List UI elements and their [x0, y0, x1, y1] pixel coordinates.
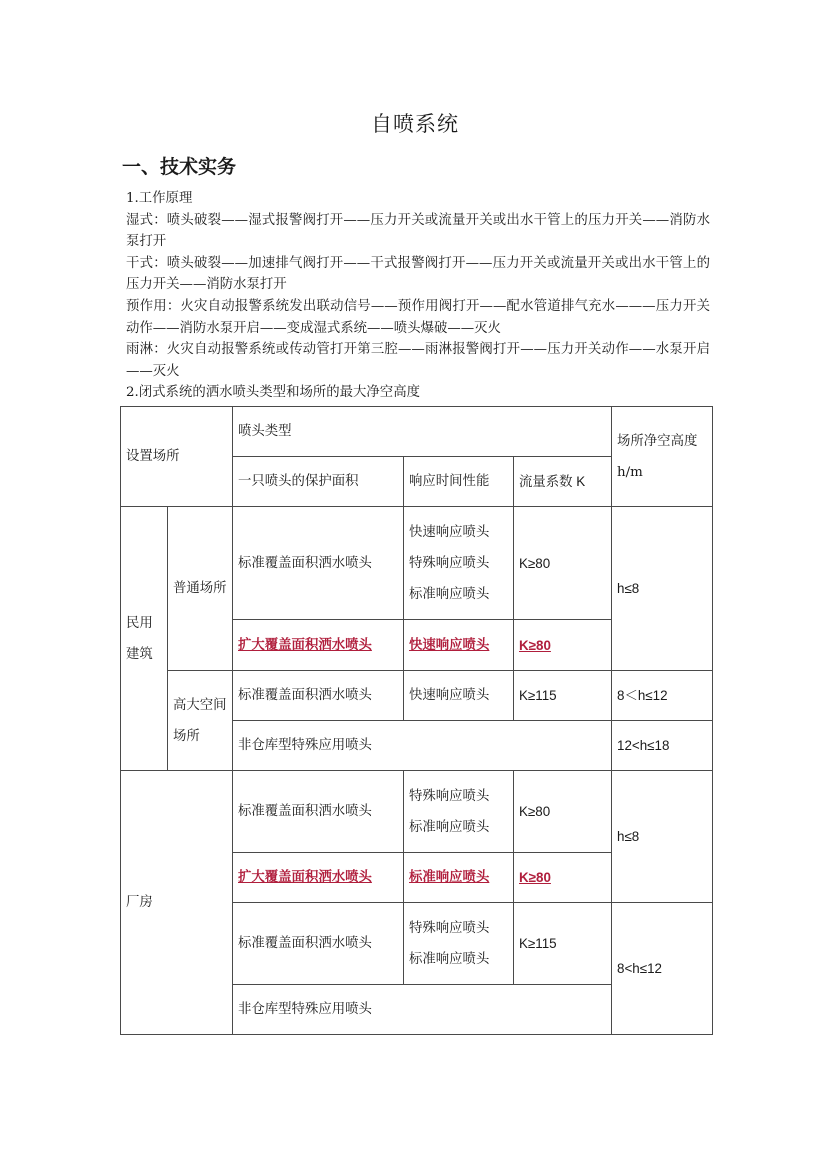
normal-site-label: 普通场所 — [173, 581, 227, 596]
table-cell: K≥80 — [514, 771, 612, 853]
response-type: 快速响应喷头 — [409, 524, 490, 540]
normal-site-cell — [168, 507, 233, 671]
dry-system-text: 干式：喷头破裂——加速排气阀打开——干式报警阀打开——压力开关或流量开关或出水干管上的压力开关——消防水泵打开 — [126, 255, 710, 293]
deluge-system-text: 雨淋：火灾自动报警系统或传动管打开第三腔——雨淋报警阀打开——压力开关动作——水泵开启——灭火 — [126, 342, 710, 379]
highlight-text: K≥80 — [519, 637, 551, 653]
height-cell: 12<h≤18 — [612, 721, 713, 771]
table-cell: K≥115 — [514, 903, 612, 985]
table-cell — [404, 507, 514, 620]
header-site: 设置场所 — [121, 407, 233, 507]
table-cell: 标准覆盖面积洒水喷头 — [233, 771, 404, 853]
header-k-factor: 流量系数 K — [514, 457, 612, 507]
civil-building-label: 民用建筑 — [126, 615, 153, 662]
response-type: 标准响应喷头 — [409, 951, 490, 967]
table-cell — [404, 620, 514, 671]
table-cell — [514, 853, 612, 903]
response-type: 特殊响应喷头 — [409, 555, 490, 571]
section-heading: 一、技术实务 — [122, 156, 237, 178]
response-type: 标准响应喷头 — [409, 586, 490, 602]
table-cell: 标准覆盖面积洒水喷头 — [233, 671, 404, 721]
header-protect-area: 一只喷头的保护面积 — [233, 457, 404, 507]
table-cell — [404, 771, 514, 853]
table-cell: 标准覆盖面积洒水喷头 — [233, 903, 404, 985]
response-type: 特殊响应喷头 — [409, 920, 490, 936]
highlight-text: 扩大覆盖面积洒水喷头 — [238, 869, 372, 885]
table-cell — [404, 903, 514, 985]
table-heading: 2.闭式系统的洒水喷头类型和场所的最大净空高度 — [126, 385, 420, 401]
table-cell: K≥80 — [514, 507, 612, 620]
height-cell: h≤8 — [612, 507, 713, 671]
table-cell: 非仓库型特殊应用喷头 — [233, 985, 612, 1035]
page-title: 自喷系统 — [371, 112, 459, 136]
table-cell — [233, 853, 404, 903]
table-cell: 标准覆盖面积洒水喷头 — [233, 507, 404, 620]
civil-building-cell — [121, 507, 168, 771]
tall-space-cell — [168, 671, 233, 771]
height-cell: 8＜h≤12 — [612, 671, 713, 721]
response-type: 标准响应喷头 — [409, 819, 490, 835]
highlight-text: 扩大覆盖面积洒水喷头 — [238, 636, 372, 653]
table-cell — [233, 620, 404, 671]
header-sprinkler-type: 喷头类型 — [233, 407, 612, 457]
wet-system-text: 湿式：喷头破裂——湿式报警阀打开——压力开关或流量开关或出水干管上的压力开关——消防水泵打开 — [126, 212, 710, 250]
table-cell — [514, 620, 612, 671]
highlight-text: 标准响应喷头 — [409, 869, 490, 885]
table-cell — [404, 853, 514, 903]
tall-space-label: 高大空间场所 — [173, 697, 227, 744]
table-cell: 快速响应喷头 — [404, 671, 514, 721]
table-cell: K≥115 — [514, 671, 612, 721]
sprinkler-table — [120, 406, 713, 1035]
table-cell: 非仓库型特殊应用喷头 — [233, 721, 612, 771]
header-height — [612, 407, 713, 507]
factory-cell: 厂房 — [121, 771, 233, 1035]
principle-heading: 1.工作原理 — [126, 191, 193, 206]
header-height-text: 场所净空高度 h/m — [617, 433, 698, 480]
height-cell: h≤8 — [612, 771, 713, 903]
height-cell: 8<h≤12 — [612, 903, 713, 1035]
highlight-text: 快速响应喷头 — [409, 636, 490, 653]
principle-section — [126, 188, 710, 404]
highlight-text: K≥80 — [519, 870, 551, 885]
preaction-system-text: 预作用：火灾自动报警系统发出联动信号——预作用阀打开——配水管道排气充水———压力开关动作——消防水泵开启——变成湿式系统——喷头爆破——灭火 — [126, 298, 710, 336]
header-response: 响应时间性能 — [404, 457, 514, 507]
response-type: 特殊响应喷头 — [409, 788, 490, 804]
